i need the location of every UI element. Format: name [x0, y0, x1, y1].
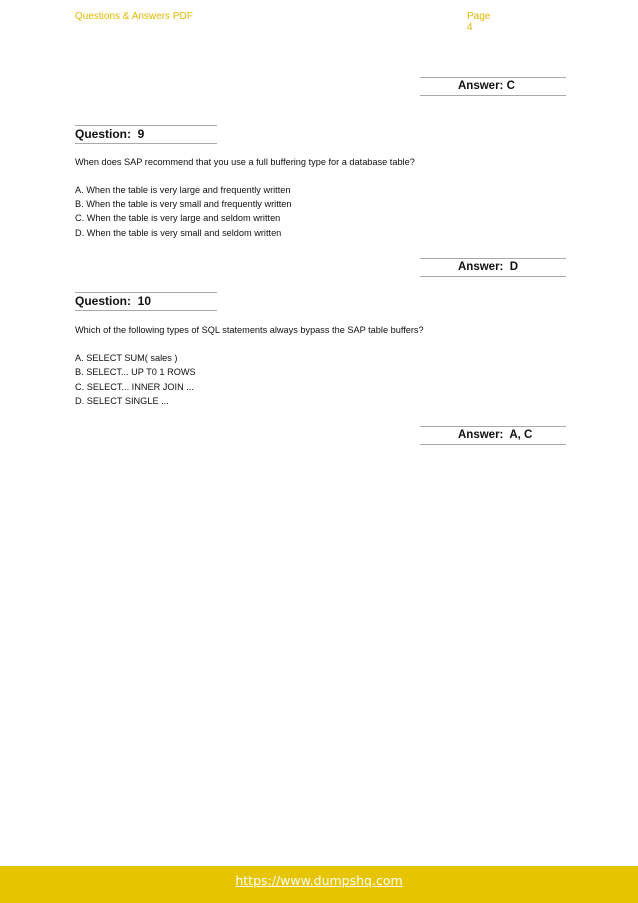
option-a-9: A. When the table is very large and frequently written	[75, 185, 291, 195]
page-header	[75, 11, 495, 33]
option-d-9: D. When the table is very small and seldom written	[75, 228, 282, 238]
option-b-10: B. SELECT... UP T0 1 ROWS	[75, 367, 196, 377]
option-a-10: A. SELECT SUM( sales )	[75, 353, 178, 363]
answer-box-q8	[420, 77, 566, 96]
answer-label: Answer: D	[458, 261, 519, 273]
answer-box-q10	[420, 426, 566, 445]
footer-link[interactable]: https://www.dumpshq.com	[235, 873, 403, 888]
document-title: Questions & Answers PDF	[75, 11, 193, 22]
answer-label: Answer: C	[458, 80, 515, 92]
page-number: Page 4	[467, 11, 491, 33]
question-heading-9	[75, 125, 217, 144]
option-c-9: C. When the table is very large and seldom written	[75, 213, 281, 223]
question-heading-10	[75, 292, 217, 311]
option-c-10: C. SELECT... INNER JOIN ...	[75, 382, 194, 392]
question-title: Question: 9	[75, 127, 145, 141]
option-d-10: D. SELECT SINGLE ...	[75, 396, 169, 406]
answer-label: Answer: A, C	[458, 429, 533, 441]
question-title: Question: 10	[75, 294, 152, 308]
answer-box-q9	[420, 258, 566, 277]
option-b-9: B. When the table is very small and frequently written	[75, 199, 292, 209]
question-text-10: Which of the following types of SQL statements always bypass the SAP table buffers?	[75, 325, 424, 335]
footer-bar	[0, 866, 638, 903]
question-text-9: When does SAP recommend that you use a full buffering type for a database table?	[75, 157, 415, 167]
